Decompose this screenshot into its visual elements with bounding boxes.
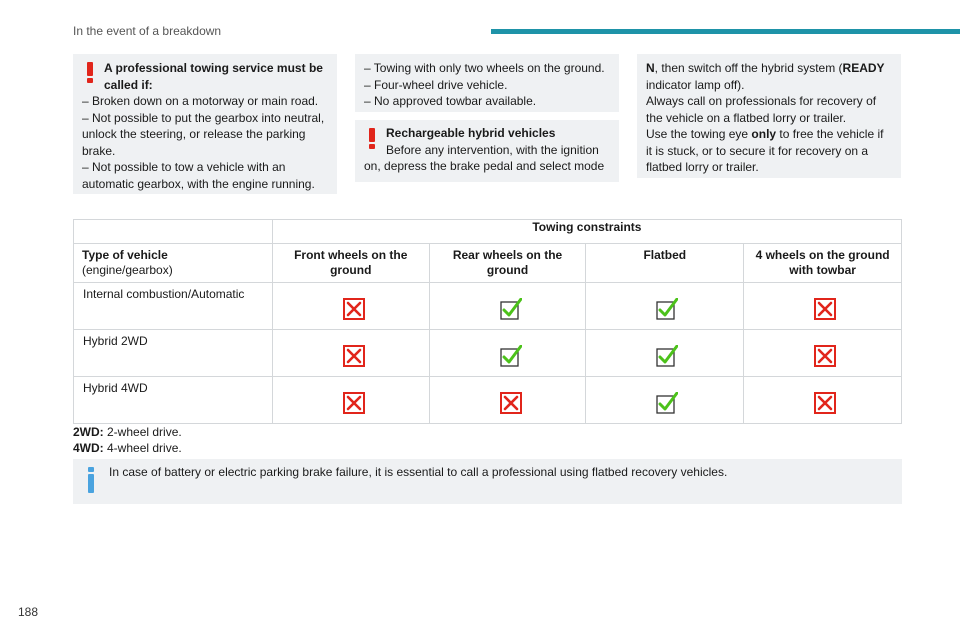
cross-icon [343,392,365,414]
instruction-paragraph: Always call on professionals for recovery of the vehicle on a flatbed lorry or trailer. [646,94,877,125]
table-group-header-row [74,220,902,244]
towing-status-cell [586,377,744,424]
list-item: – Broken down on a motorway or main road. [82,94,319,108]
vehicle-type-cell: Hybrid 4WD [74,377,273,424]
list-item: – Not possible to tow a vehicle with an automatic gearbox, with the engine running. [82,160,315,191]
towing-status-cell [272,377,429,424]
cross-icon [814,392,836,414]
vehicle-type-cell: Hybrid 2WD [74,330,273,377]
check-icon [656,298,678,320]
towing-status-cell [429,330,586,377]
column-header: Rear wheels on the ground [429,244,586,283]
warning-title: Rechargeable hybrid vehicles [386,126,556,140]
definition-term: 2WD: [73,425,104,439]
cross-icon [814,298,836,320]
abbreviation-definitions [73,424,182,456]
ready-word: READY [842,61,885,75]
instruction-paragraph: Use the towing eye only to free the vehicle if it is stuck, or to secure it for recovery on a flatbed lorry or trailer. [646,127,884,174]
warning-box-professional-towing [73,54,337,194]
towing-constraints-header: Towing constraints [272,220,901,244]
only-word: only [751,127,777,141]
column-header: Flatbed [586,244,744,283]
column-header: Front wheels on the ground [272,244,429,283]
towing-status-cell [586,283,744,330]
table-row [74,330,902,377]
cross-icon [343,298,365,320]
towing-constraints-table [73,219,902,424]
list-item: – Four-wheel drive vehicle. [364,77,508,92]
table-row [74,377,902,424]
warning-box-hybrid-vehicles [355,120,619,182]
towing-conditions-list [355,54,619,112]
warning-title: A professional towing service must be called if: [104,61,323,92]
vehicle-type-header: Type of vehicle (engine/gearbox) [74,244,273,283]
empty-header-cell [74,220,273,244]
header-accent-bar [491,29,960,34]
info-icon [88,467,94,493]
warning-text: on, depress the brake pedal and select mode [364,159,605,173]
towing-status-cell [272,330,429,377]
list-item: – Towing with only two wheels on the ground. [364,61,605,75]
warning-text: Before any intervention, with the ignition [386,142,599,157]
check-icon [656,392,678,414]
page-number: 188 [18,605,39,619]
table-row [74,283,902,330]
exclamation-icon [369,128,375,148]
cross-icon [500,392,522,414]
definition-term: 4WD: [73,441,104,455]
info-box-battery-failure [73,459,902,504]
definition-item [73,424,182,440]
towing-status-cell [272,283,429,330]
vehicle-type-cell: Internal combustion/Automatic [74,283,273,330]
instruction-paragraph: N, then switch off the hybrid system (READY indicator lamp off). [646,61,885,92]
towing-status-cell [429,283,586,330]
table-column-header-row [74,244,902,283]
column-header: 4 wheels on the ground with towbar [744,244,902,283]
mode-letter: N [646,61,655,75]
check-icon [500,298,522,320]
towing-status-cell [744,330,902,377]
towing-status-cell [429,377,586,424]
cross-icon [343,345,365,367]
hybrid-instructions-continued [637,54,901,178]
towing-status-cell [744,377,902,424]
check-icon [500,345,522,367]
list-item: – Not possible to put the gearbox into neutral, unlock the steering, or release the parking brake. [82,110,325,158]
definition-text: 2-wheel drive. [103,425,182,439]
cross-icon [814,345,836,367]
list-item: – No approved towbar available. [364,94,537,108]
definition-text: 4-wheel drive. [103,441,182,455]
definition-item [73,440,182,456]
info-text: In case of battery or electric parking brake failure, it is essential to call a professional using flatbed recovery vehicles. [109,465,728,479]
towing-status-cell [744,283,902,330]
check-icon [656,345,678,367]
section-title: In the event of a breakdown [73,24,222,38]
towing-status-cell [586,330,744,377]
exclamation-icon [87,62,93,82]
